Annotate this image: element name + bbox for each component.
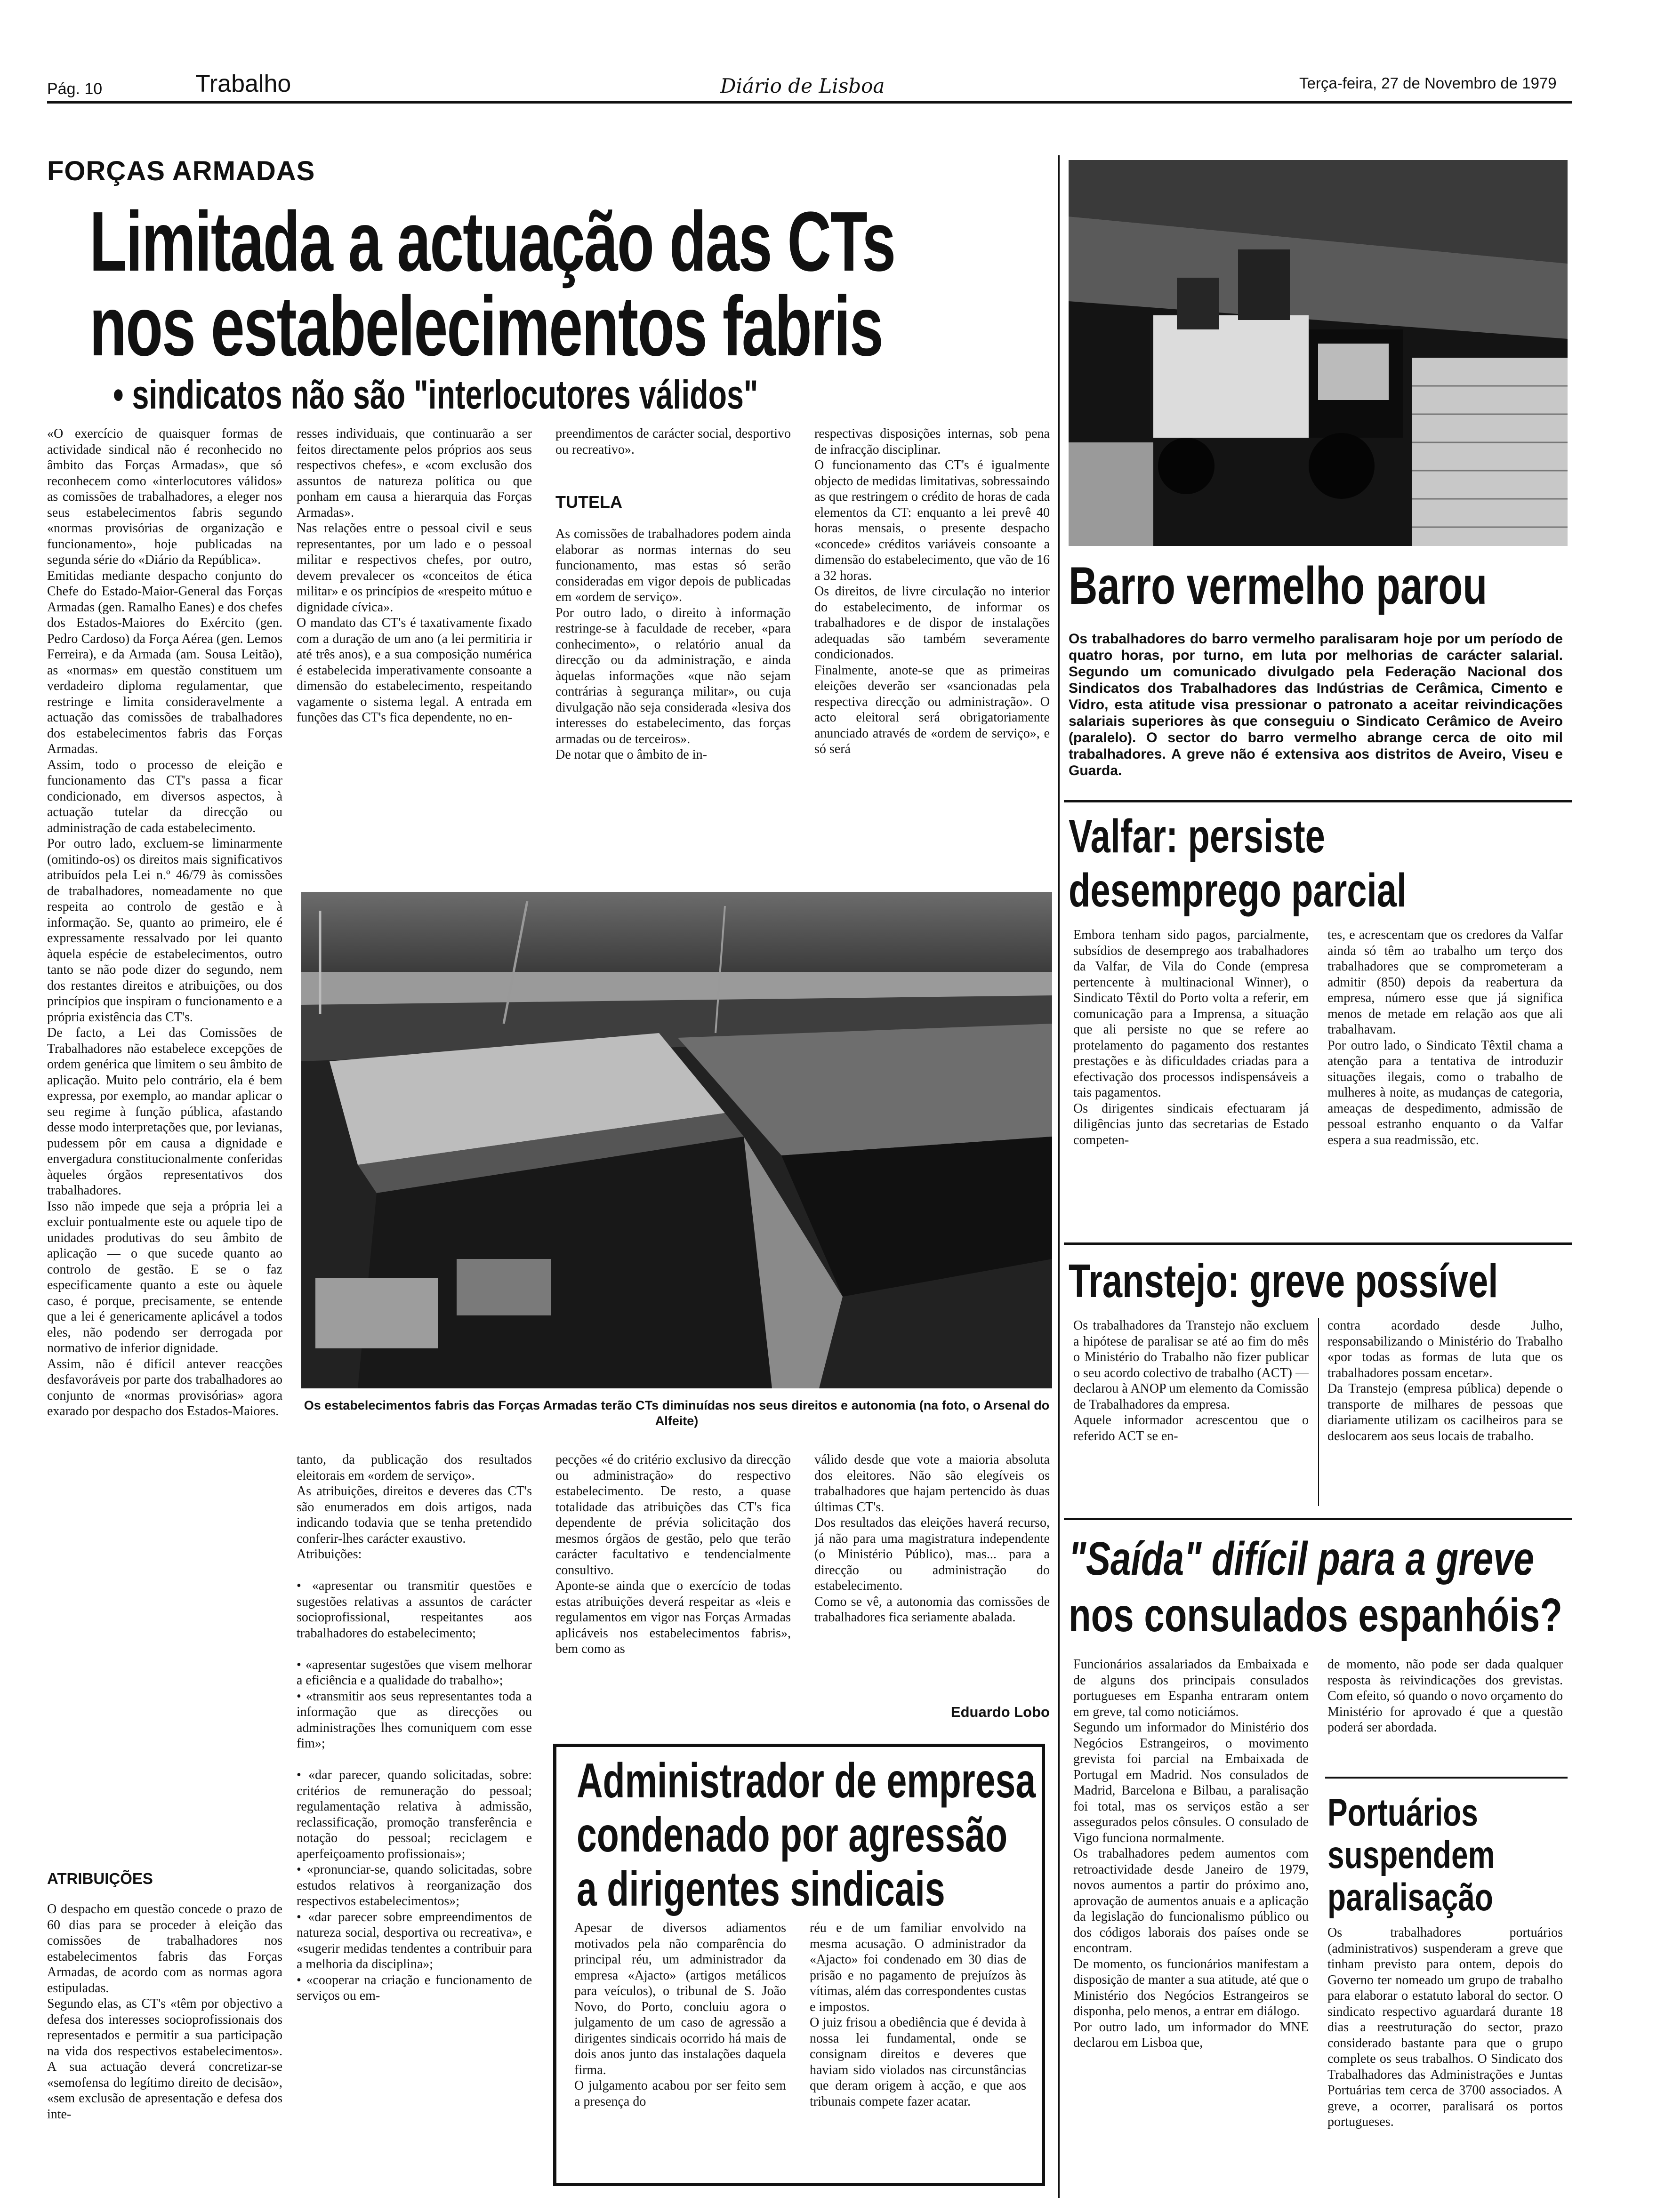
- valfar-col-2: tes, e acrescentam que os credores da Valfar ainda só têm ao trabalho um terço dos trabalhadores que se comprometeram a admitir (850) depois da reabertura da empresa, número esse que já significa menos de metade em relação aos que ali trabalhavam. Por outro lado, o Sindicato Têxtil chama a atenção para a tentativa de introduzir situações ilegais, como o trabalho de mulheres à noite, as mudanças de categoria, ameaças de despedimento, admissão de pessoal estranho enquanto o da Valfar espera a sua readmissão, etc.: [1327, 928, 1563, 1147]
- valfar-col-1: Embora tenham sido pagos, parcialmente, subsídios de desemprego aos trabalhadores da Valfar, de Vila do Conde (empresa pertencente à multinacional Winner), o Sindicato Têxtil do Porto volta a referir, em comunicação para a Imprensa, a situação que ali persiste no que se refere ao protelamento do pagamento dos restantes prestações e às dificuldades criadas para a efectivação dos processos indispensáveis a tais pagamentos. Os dirigentes sindicais efectuaram já diligências junto das secretarias de Estado competen-: [1073, 928, 1309, 1147]
- column-rule-transtejo: [1318, 1318, 1319, 1506]
- barro-headline: Barro vermelho parou: [1069, 556, 1488, 615]
- saida-col-2: de momento, não pode ser dada qualquer resposta às reivindicações dos grevistas. Com efeito, só quando o novo orçamento do Ministério for aprovado é que a questão poderá ser abordada.: [1327, 1657, 1563, 1735]
- subhead: • sindicatos não são "interlocutores válidos": [113, 372, 758, 417]
- main-col-2-lower: tanto, da publicação dos resultados eleitorais em «ordem de serviço». As atribuições, direitos e deveres das CT's são enumerados em dois artigos, nada indicando todavia que se tenha pretendido conferir-lhes carácter exaustivo. Atribuições: • «apresentar ou transmitir questões e sugestões relativas a assuntos de carácter socioprofissional, respeitantes aos trabalhadores do estabelecimento; • «apresentar sugestões que visem melhorar a eficiência e a qualidade do trabalho»; • «transmitir aos seus representantes toda a informação que as direcções ou administrações lhes comuniquem com esse fim»; • «dar parecer, quando solicitadas, sobre: critérios de remuneração do pessoal; regulamentação relativa à admissão, reclassificação, promoção transferência e notação do pessoal; reciclagem e aperfeiçoamento profissionais»; • «pronunciar-se, quando solicitadas, sobre estudos relativos à reorganização dos respectivos estabelecimentos»; • «dar parecer sobre empreendimentos de natureza social, desportiva ou recreativa», e «sugerir medidas tendentes a contribuir para a melhoria da disciplina»; • «cooperar na criação e funcionamento de serviços ou em-: [297, 1452, 532, 2003]
- main-col-4-lower: válido desde que vote a maioria absoluta dos eleitores. Não são elegíveis os trabalhadores que hajam pertencido às duas últimas CT's. Dos resultados das eleições haverá recurso, já não para uma magistratura independente (o Ministério Público), mas... para a direcção ou administração do estabelecimento. Como se vê, a autonomia das comissões de trabalhadores fica seriamente abalada.: [814, 1452, 1050, 1625]
- agressao-headline-line-2: condenado por agressão: [577, 1808, 1008, 1862]
- transtejo-headline: Transtejo: greve possível: [1069, 1255, 1498, 1307]
- agressao-col-2: réu e de um familiar envolvido na mesma acusação. O administrador da «Ajacto» foi condenado em 30 dias de prisão e no pagamento de prejuízos às vítimas, além das correspondentes custas e impostos. O juiz frisou a obediência que é devida à nossa lei fundamental, onde se consignam direitos e deveres que haviam sido violados nas circunstâncias que deram origem à acção, e que aos tribunais compete fazer acatar.: [810, 1921, 1026, 2109]
- valfar-headline-line-1: Valfar: persiste: [1069, 810, 1325, 863]
- agressao-headline-line-3: a dirigentes sindicais: [577, 1862, 945, 1916]
- headline-line-1: Limitada a actuação das CTs: [89, 194, 895, 289]
- kicker: FORÇAS ARMADAS: [47, 156, 315, 186]
- barro-photo: [1069, 160, 1568, 546]
- arsenal-photo-illustration: [301, 892, 1052, 1388]
- transtejo-rule: [1064, 1518, 1572, 1520]
- arsenal-photo: [301, 892, 1052, 1388]
- masthead: Diário de Lisboa: [720, 74, 885, 97]
- saida-portuarios-rule: [1325, 1777, 1568, 1779]
- issue-date: Terça-feira, 27 de Novembro de 1979: [1299, 74, 1557, 92]
- byline: Eduardo Lobo: [950, 1704, 1050, 1720]
- agressao-headline-line-1: Administrador de empresa: [577, 1754, 1036, 1808]
- saida-col-1: Funcionários assalariados da Embaixada e de alguns dos principais consulados portugueses em Espanha entraram ontem em greve, tal como noticiámos. Segundo um informador do Ministério dos Negócios Estrangeiros, o movimento grevista foi parcial na Embaixada de Portugal em Madrid. Nos consulados de Madrid, Barcelona e Bilbau, a paralisação foi total, mas os serviços estão a ser assegurados pelos cônsules. O consulado de Vigo funciona normalmente. Os trabalhadores pedem aumentos com retroactividade desde Janeiro de 1979, novos aumentos a partir do próximo ano, aprovação de aumentos anuais e a aplicação da legislação do funcionalismo público ou dos códigos laborais dos países onde se encontram. De momento, os funcionários manifestam a disposição de manter a sua atitude, até que o Ministério dos Negócios Estrangeiros se disponha, pelo menos, a entrar em diálogo. Por outro lado, um informador do MNE declarou em Lisboa que,: [1073, 1657, 1309, 2050]
- barro-text: Os trabalhadores do barro vermelho paralisaram hoje por um período de quatro horas, por turno, em luta por melhorias de carácter salarial. Segundo um comunicado divulgado pela Federação Nacional dos Sindicatos dos Trabalhadores das Indústrias de Cerâmica, Cimento e Vidro, esta atitude visa pressionar o patronato a aceitar reivindicações salariais superiores às que conseguiu o Sindicato Cerâmico de Aveiro (paralelo). O sector do barro vermelho abrange cerca de oito mil trabalhadores. A greve não é extensiva aos distritos de Aveiro, Viseu e Guarda.: [1069, 631, 1563, 778]
- column-rule-sidebar: [1058, 155, 1060, 2198]
- main-col-1b: O despacho em questão concede o prazo de 60 dias para se proceder à eleição das comissões de trabalhadores nos estabelecimentos fabris das Forças Armadas, de acordo com as normas agora estipuladas. Segundo elas, as CT's «têm por objectivo a defesa dos interesses socioprofissionais dos representados e permitir a sua participação na vida dos respectivos estabelecimentos». A sua actuação deverá concretizar-se «semofensa do legítimo direito de decisão», «sem exclusão de apresentação e defesa dos inte-: [47, 1902, 282, 2122]
- header-rule: [47, 101, 1572, 104]
- portuarios-headline-line-3: paralisação: [1327, 1876, 1493, 1919]
- transtejo-col-2: contra acordado desde Julho, responsabilizando o Ministério do Trabalho «por todas as formas de luta que os trabalhadores possam encetar». Da Transtejo (empresa pública) depende o transporte de milhares de pessoas que diariamente utilizam os cacilheiros para se deslocarem aos seus locais de trabalho.: [1327, 1318, 1563, 1443]
- photo-caption: Os estabelecimentos fabris das Forças Armadas terão CTs diminuídas nos seus direitos e autonomia (na foto, o Arsenal do Alfeite): [304, 1398, 1050, 1428]
- saida-headline-line-1: "Saída" difícil para a greve: [1069, 1532, 1534, 1585]
- headline-line-2: nos estabelecimentos fabris: [89, 279, 883, 374]
- main-col-4: respectivas disposições internas, sob pena de infracção disciplinar. O funcionamento das CT's é igualmente objecto de medidas limitativas, sobressaindo as que restringem o crédito de horas de cada elementos da CT: enquanto a lei prevê 40 horas mensais, o presente despacho «concede» créditos variáveis consoante a dimensão do estabelecimento, que vão de 16 a 32 horas. Os direitos, de livre circulação no interior do estabelecimento, de informar os trabalhadores e de dispor de instalações adequadas são também severamente condicionados. Finalmente, anote-se que as primeiras eleições deverão ser «sancionadas pela respectiva direcção ou administração». O acto eleitoral será obrigatoriamente anunciado através de «ordem de serviço», e só será: [814, 426, 1050, 756]
- agressao-col-1: Apesar de diversos adiamentos motivados pela não comparência do principal réu, um administrador da empresa «Ajacto» (artigos metálicos para veículos), o tribunal de S. João Novo, do Porto, concluiu agora o julgamento de um caso de agressão a dirigentes sindicais ocorrido há mais de dois anos junto das instalações daquela firma. O julgamento acabou por ser feito sem a presença do: [574, 1921, 786, 2109]
- valfar-rule: [1064, 1242, 1572, 1245]
- main-col-3b: As comissões de trabalhadores podem ainda elaborar as normas internas do seu funcionamento, mas estas só serão consideradas em vigor depois de publicadas em «ordem de serviço». Por outro lado, o direito à informação restringe-se à faculdade de receber, «para conhecimento», o relatório anual da direcção ou da administração, e ainda àquelas informações «que não sejam contrárias à segurança militar», ou cuja divulgação não seja considerada «lesiva dos interesses do estabelecimento, das forças armadas ou de terceiros». De notar que o âmbito de in-: [555, 527, 791, 762]
- main-col-3-lower: pecções «é do critério exclusivo da direcção ou administração» do respectivo estabelecimento. De resto, a quase totalidade das atribuições das CT's fica dependente de prévia solicitação dos mesmos órgãos de gestão, pelo que terão carácter facultativo e tendencialmente consultivo. Aponte-se ainda que o exercício de todas estas atribuições deverá respeitar as «leis e regulamentos em vigor nas Forças Armadas aplicáveis nos estabelecimentos fabris», bem como as: [555, 1452, 791, 1656]
- barro-photo-illustration: [1069, 160, 1568, 546]
- transtejo-col-1: Os trabalhadores da Transtejo não excluem a hipótese de paralisar se até ao fim do mês o Ministério do Trabalho não fizer publicar o seu acordo colectivo de trabalho (ACT) — declarou à ANOP um elemento da Comissão de Trabalhadores da empresa. Aquele informador acrescentou que o referido ACT se en-: [1073, 1318, 1309, 1443]
- main-col-3: preendimentos de carácter social, desportivo ou recreativo».: [555, 426, 791, 457]
- page-number: Pág. 10: [47, 80, 103, 98]
- portuarios-headline-line-2: suspendem: [1327, 1834, 1495, 1876]
- main-col-1: «O exercício de quaisquer formas de actividade sindical não é reconhecido no âmbito das Forças Armadas», que só reconhecem como «interlocutores válidos» as comissões de trabalhadores, a eleger nos seus estabelecimentos fabris segundo «normas provisórias de organização e funcionamento», hoje publicadas na segunda série do «Diário da República». Emitidas mediante despacho conjunto do Chefe do Estado-Maior-General das Forças Armadas (gen. Ramalho Eanes) e dos chefes dos Estados-Maiores do Exército (gen. Pedro Cardoso) da Força Aérea (gen. Lemos Ferreira), e da Armada (am. Sousa Leitão), as «normas» em questão constituem um verdadeiro diploma regulamentar, que restringe e limita consideravelmente a actuação das comissões de trabalhadores dos estabelecimentos fabris das Forças Armadas. Assim, todo o processo de eleição e funcionamento das CT's passa a ficar condicionado, em diversos aspectos, à actuação tutelar da direcção ou administração de cada estabelecimento. Por outro lado, excluem-se liminarmente (omitindo-os) os direitos mais significativos atribuídos pela Lei n.º 46/79 às comissões de trabalhadores, nomeadamente no que respeita ao controlo de gestão e à informação. Se, quanto ao primeiro, ele é expressamente ressalvado por lei quanto àquela espécie de estabelecimentos, outro tanto se não pode dizer do segundo, nem dos restantes direitos e atribuições, ou dos princípios que inspiram o funcionamento e a própria existência das CT's. De facto, a Lei das Comissões de Trabalhadores não estabelece excepções de ordem genérica que limitem o seu âmbito de aplicação. Muito pelo contrário, ela é bem expressa, por exemplo, ao mandar aplicar o seu regime à função pública, afastando desse modo interpretações que, por levianas, pudessem pôr em causa a dignidade e envergadura constitucionalmente conferidas àqueles órgãos representativos dos trabalhadores. Isso não impede que seja a própria lei a excluir pontualmente este ou aquele tipo de unidades produtivas do seu âmbito de aplicação — o que sucede quanto ao controlo de gestão. E se o faz especificamente quanto a este ou àquele caso, é porque, precisamente, se entende que a lei é genericamente aplicável a todos eles, não podendo ser derrogada por normativo de inferior dignidade. Assim, não é difícil antever reacções desfavoráveis por parte dos trabalhadores ao conjunto de «normas provisórias» agora exarado por despacho dos Estados-Maiores.: [47, 426, 282, 1419]
- saida-headline-line-2: nos consulados espanhóis?: [1069, 1589, 1562, 1642]
- main-col-2: resses individuais, que continuarão a ser feitos directamente pelos próprios aos seus respectivos chefes», e «com exclusão dos assuntos de natureza política ou que ponham em causa a hierarquia das Forças Armadas». Nas relações entre o pessoal civil e seus representantes, por um lado e o pessoal militar e respectivos chefes, por outro, devem prevalecer os «conceitos de ética militar» e os princípios de «respeito mútuo e dignidade cívica». O mandato das CT's é taxativamente fixado com a duração de um ano (a lei permitiria ir até três anos), e a sua composição numérica é estabelecida imperativamente consoante a dimensão do estabelecimento, respeitando vagamente o sistema legal. A entrada em funções das CT's fica dependente, no en-: [297, 426, 532, 725]
- barro-rule: [1064, 800, 1572, 802]
- portuarios-text: Os trabalhadores portuários (administrativos) suspenderam a greve que tinham previsto para ontem, depois do Governo ter nomeado um grupo de trabalho para elaborar o estatuto laboral do sector. O sindicato respectivo aguardará durante 18 dias a reestruturação do sector, prazo considerado bastante para que o grupo complete os seus trabalhos. O Sindicato dos Trabalhadores das Administrações e Juntas Portuárias tem cerca de 3700 associados. A greve, a ocorrer, paralisará os portos portugueses.: [1327, 1925, 1563, 2129]
- section-name: Trabalho: [195, 70, 291, 97]
- valfar-headline-line-2: desemprego parcial: [1069, 864, 1407, 917]
- portuarios-headline-line-1: Portuários: [1327, 1791, 1478, 1834]
- main-col-3-subhead: TUTELA: [555, 492, 622, 512]
- main-col-1-subhead: ATRIBUIÇÕES: [47, 1870, 153, 1887]
